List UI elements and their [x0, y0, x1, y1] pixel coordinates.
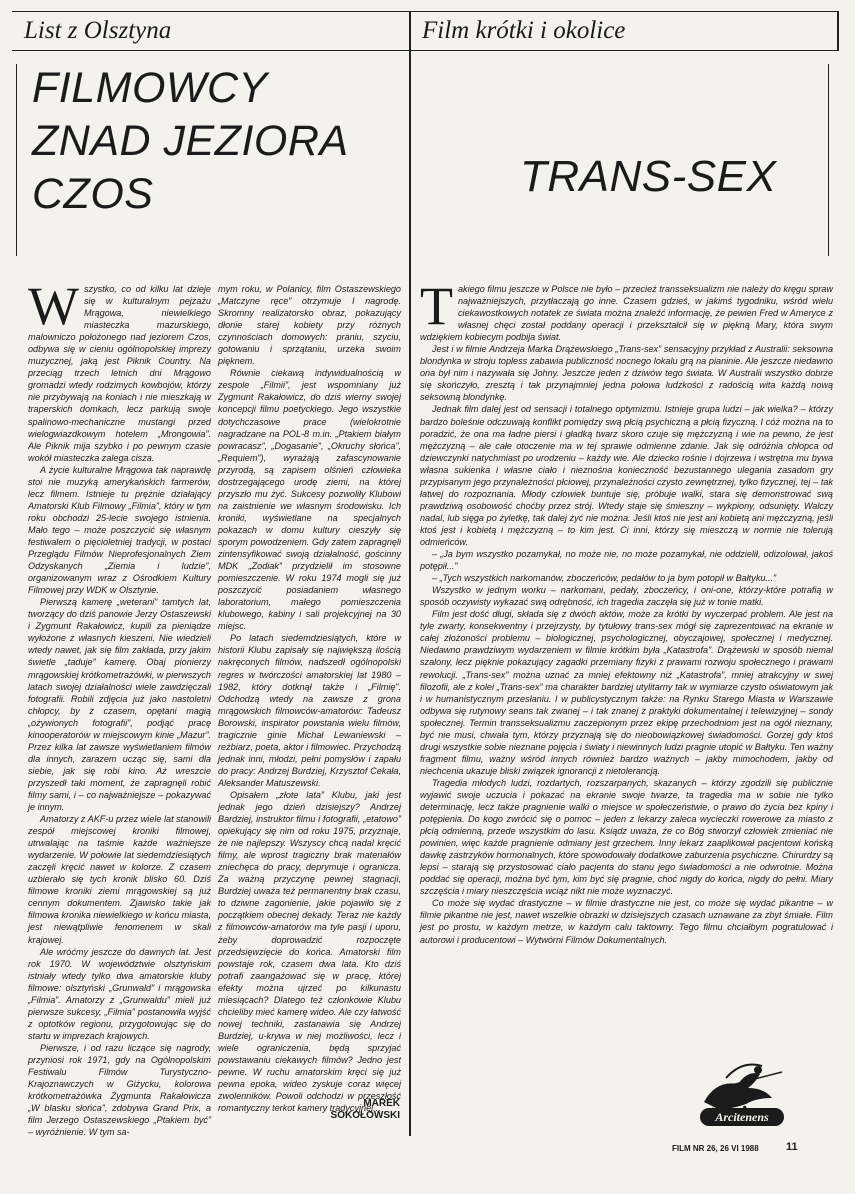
left-col2-paragraph-1: mym roku, w Polanicy, film Ostaszewskiego „Matczyne ręce” otrzymuje I nagrodę. Skromny realizatorsko obraz, pokazujący dłonie starej kobiety przy różnych czynnościach domowych: praniu, szyciu, gotowaniu i sprzątaniu, urzeka swoim pięknem. [218, 284, 401, 367]
right-quote-1: – „Ja bym wszystko pozamykał, no może nie, no może pozamykał, nie oddzielił, odizolował, jakoś potępił...” [420, 549, 833, 572]
logo-wordmark: Arcitenens [715, 1110, 769, 1124]
right-paragraph-4: Wszystko w jednym worku – narkomani, pedały, zboczeńcy, i oni-one, którzy-które potrafią w sposób oczywisty wykazać swą odrębność, ich tragedia zaczęła się już w tonie matki. [420, 585, 833, 608]
right-article-body [420, 276, 833, 1053]
right-dropcap: T [420, 276, 453, 336]
left-col1-paragraph-5: Ale wróćmy jeszcze do dawnych lat. Jest rok 1970. W województwie olsztyńskim istniały wtedy tylko dwa amatorskie kluby filmowe: olsztyński „Grunwald” i mrągowska „Filmia”. Amatorzy z „Grunwaldu” mieli już pierwsze sukcesy, „Filmia” postanowiła wyjść z optotków regionu, przygotowując się do startu w imprezach krajowych. [28, 946, 211, 1041]
right-paragraph-6: Tragedia młodych ludzi, rozdartych, rozszarpanych, skazanych – którzy zgodzili się publicznie wyjawić swoje uczucia i pokazać na ekranie swoje twarze, ta tragedia ma w sobie nie tylko determinację, lecz także pragnienie walki o miejsce w społeczeństwie, o prawo do życia bez kpiny i potępienia. Do kogo zwrócić się o pomoc – jeden z lekarzy zaleca wycieczki rowerowe za miasto z płcią odmienną, przede wszystkim do lasu. Ksiądz uważa, że co Bóg stworzył człowiek zmieniać nie powinien, więc każde pragnienie odmiany jest grzechem. Inny lekarz zaaplikował pacjentowi końską dawkę zastrzyków hormonalnych, które spowodowały dodatkowe zaburzenia psychiczne. Chirurdzy są lepsi – starają się przystosować ciało pacjenta do stanu jego świadomości a nie odwrotnie. Można poddać się operacji, można być tym, kim być się pragnie, choć nigdy do końca, nigdy do pełni. Miary szczęścia i miary nieszczęścia wciąż nikt nie może wyznaczyć. [420, 777, 833, 897]
header-top-rule [12, 11, 837, 12]
left-col2-paragraph-4: Opisałem „złote lata” Klubu, jaki jest jednak jego dzień dzisiejszy? Andrzej Bardziej, instruktor filmu i fotografii, „etatowo” opiekujący się nim od roku 1975, przyznaje, że nie najlepszy. Wszyscy chcą nadal kręcić filmy, ale wprost tragiczny brak materiałów zniechęca do pracy, deprymuje i ogranicza. Za ważną przyczynę pewnej stagnacji, Burdziej uważa też permanentny brak czasu, to dziwne zagonienie, jakie pojawiło się z początkiem obecnej dekady. Teraz nie każdy z filmowców-amatorów ma tyle pasji i uporu, żeby doprowadzić rozpoczęte przedsięwzięcie do końca. Amatorski film powstaje rok, czasem dwa lata. Kto dziś potrafi zaangażować się w pracę, której efekty można ujrzeć po kilkunastu miesiącach? Dlatego też członkowie Klubu chcieliby mieć kamerę wideo. Ale czy łatwość nowej techniki, zastanawia się Andrzej Burdziej, u-krywa w niej możliwości, lecz i wiele ograniczenia, będą sprzyjać powstawaniu ciekawych filmów? Jedno jest pewne. W ruchu amatorskim kręci się już pewna epoka, wideo zyskuje coraz więcej zwolenników. Powoli odchodzi w przeszłość romantyczny terkot kamery tradycyjnej... [218, 789, 401, 1114]
right-title-rule [828, 64, 829, 256]
left-title-rule [16, 64, 17, 256]
page-number: 11 [786, 1141, 798, 1153]
author-last-name: SOKOŁOWSKI [330, 1110, 400, 1121]
left-dropcap: W [28, 276, 79, 336]
left-title-line-1: FILMOWCY [32, 64, 268, 112]
left-col1-paragraph-4: Amatorzy z AKF-u przez wiele lat stanowili zespół miejscowej kroniki filmowej, utrwalając na taśmie każde ważniejsze wydarzenie. W połowie lat siedemdziesiątych zaczęli kręcić nawet w kolorze. Z czasem uzbierało się tych kronik blisko 60. Dziś filmowe kroniki ziemi mrągowskiej są już cennym dokumentem. Zjawisko takie jak filmowa kronika niewielkiego w końcu miasta, jest niewątpliwie fenomenem w skali krajowej. [28, 814, 211, 945]
right-paragraph-1: Takiego filmu jeszcze w Polsce nie było – przecież transseksualizm nie należy do kręgu spraw najważniejszych, przytłaczają go inne. Czasem gdzieś, w jakimś tygodniku, wśród wielu ciekawostkowych notatek ze świata można znaleźć informację, że pewien Fred w Ameryce z własnej chęci został poddany operacji i przekształcił się w piękną Mary, która swym wdziękiem kobiecym podbija świat. [420, 276, 833, 343]
right-paragraph-2: Jest i w filmie Andrzeja Marka Drążewskiego „Trans-sex” sensacyjny przykład z Australii: seksowna blondynka w stroju topless zabawia publiczność nocnego lokalu grą na pianinie. Ale jeszcze niedawno ona był nim i nazywała się Johny. Jeszcze jeden z dziwów tego świata. W Australii wszystko dobrze się skończyło, zresztą i tak przynajmniej jedna połowa ludzkości z radością wita każdą nową seksowną blondynkę. [420, 344, 833, 403]
left-col2-paragraph-2: Równie ciekawą indywidualnością w zespole „Filmii”, jest wspomniany już Zygmunt Rakałowicz, do dziś wierny swojej koncepcji filmu poetyckiego. Jego wszystkie dotychczasowe prace (wielokrotnie nagradzane na POL-8 m.in. „Ptakiem białym powracasz”, „Dogasanie”, „Okruchy słońca”, „Requiem”), wyrażają zafascynowanie przyrodą, są zapisem olśnień człowieka dostrzegającego urodę ziemi, na której przyszło mu żyć. Sukcesy pozwoliły Klubowi na zaistnienie we własnym środowisku. Ich kroniki, wyświetlane na specjalnych pokazach w domu kultury cieszyły się sporym powodzeniem. Gdy zatem zapragnęli zintensyfikować swoją działalność, gościnny MDK „Zodiak” przydzielił im stosowne pomieszczenie. W roku 1974 mogli się już poszczycić posiadaniem własnego laboratorium, małego pomieszczenia klubowego, kabiny i sali projekcyjnej na 30 miejsc. [218, 368, 401, 632]
left-section-title: List z Olsztyna [24, 17, 172, 44]
left-title-line-3: CZOS [32, 170, 154, 218]
left-article-column-1 [28, 276, 211, 1138]
right-edge-rule [837, 11, 839, 51]
left-col1-paragraph-6: Pierwsze, i od razu liczące się nagrody, przyniosi rok 1971, gdy na Ogólnopolskim Festiwalu Filmów Turystyczno-Krajoznawczych w Giżycku, kolorowa krótkometrażówka Zygmunta Rakałowicza „W blasku słońca”, zdobywa Grand Prix, a film Jerzego Ostaszewskiego „Ptakiem być” – wyróżnienie. W tym sa- [28, 1042, 211, 1138]
right-paragraph-5: Film jest dość długi, składa się z dwóch aktów, może za krótki by wyczerpać problem. Ale jest na tyle zwarty, konsekwentny i przejrzysty, by tytułowy trans-sex mógł się zaprezentować na ekranie w całej złożoności problemu – biologicznej, psychologicznej, obyczajowej, społecznej i medycznej. Niedawno prawdziwym wydarzeniem w filmie krótkim była „Katastrofa”. Drążewski w sposób niemal szalony, lecz pięknie pokazujący zagadki przemiany fizyki z prawami rozwoju społecznego i prawami rewolucji. „Trans-sex” można uznać za mniej efektowny niż „Katastrofa”, mniej atrakcyjny w swej filozofii, ale z kolei „Trans-sex” ma charakter bardziej utylitarny tak w wymiarze czysto oświatowym jak i w humanistycznym przesłaniu. I w publicystycznym także: na Rynku Starego Miasta w Warszawie odbywa się rutynowy seans tak zwanej – i tak znanej z praktyki dokumentalnej i telewizyjnej – sondy społecznej. Termin transseksualizmu zaczepionym przez ekipę przechodniom jest na ogół nieznany, być nie musi, chwała tym, którzy przyznają się do nieobowiązkowej świadomości. Gorzej gdy ktoś drugi wszystkie sobie nieznane pojęcia i światy i niewinnych ludzi pragnie utopić w Bałtyku. Ten ważny fragment filmu, ważny wśród innych również bardzo ważnych – jakby mimochodem, jakby od niechcenia ukazuje bliski związek ignorancji z nietolerancją. [420, 609, 833, 776]
author-signature [300, 1098, 400, 1122]
author-first-name: MAREK [363, 1098, 400, 1109]
left-col1-paragraph-3: Pierwszą kamerę „weterani” tamtych lat, tworzący do dziś panowie Jerzy Ostaszewski i Zygmunt Rakałowicz, kupili za pieniądze wyłożone z własnych kieszeni. Nie wiedzieli wtedy nawet, jak się film zakłada, przy jakim świetle „taduje” kamerę. Obaj pionierzy mrągowskiej krótkometrażówki, w pierwszych latach swojej działalności wiele zawdzięczali fotografii. Robili zdjęcia już jako nastoletni chłopcy, by z czasem, opętani magią „ożywionych fotografii”, podjąć pracę kinooperatorów w miejscowym kinie „Mazur”. Przez kilka lat zawsze wyświetlaniem filmów dla innych, zarazem ucząc się, sami dla siebie, jak się robi kino. Aż wreszcie przyszedł taki moment, że zapragnęli robić filmy sami, i – co najważniejsze – pokazywać je innym. [28, 597, 211, 813]
right-quote-2: – „Tych wszystkich narkomanów, zboczeńców, pedałów to ja bym potopił w Bałtyku...” [432, 573, 777, 584]
header-bottom-rule [12, 50, 837, 51]
right-article-title: TRANS-SEX [520, 152, 777, 201]
left-col1-paragraph-2: A życie kulturalne Mrągowa tak naprawdę stoi nie muzyką amerykańskich farmerów, lecz filmem. Istnieje tu prężnie działający Amatorski Klub Filmowy „Filmia”, który w tym roku obchodzi 25-lecie swojego istnienia. Mało tego – może poszczycić się własnym festiwalem o pięcioletniej tradycji, w postaci Przeglądu Filmów Nieprofesjonalnych Ziem Odzyskanych „Ziemia i ludzie”, organizowanym wraz z Ośrodkiem Kultury Filmowej przy WDK w Olsztynie. [28, 464, 211, 596]
left-col2-paragraph-3: Po latach siedemdziesiątych, które w historii Klubu zapisały się największą ilością nakręconych filmów, nadszedł ogólnopolski regres w twórczości amatorskiej lat 1980 – 1982, który dotknął także i „Filmię”. Odchodzą wtedy na zawsze z grona mrągowskich filmowców-amatorów: Tadeusz Borowski, inspirator powstania wielu filmów, tragicznie ginie Michał Lewaniewski – reżbiarz, poeta, aktor i filmowiec. Przychodzą jednak inni, młodzi, pełni pomysłów i zapału do pracy: Andrzej Burdziej, Krzysztof Cekała, Aleksander Matuszewski. [218, 633, 401, 788]
center-divider [409, 11, 411, 1136]
arcitenens-logo [686, 1058, 798, 1134]
footer-issue-info: FILM NR 26, 26 VI 1988 [672, 1144, 759, 1153]
left-col1-paragraph-1: Wszystko, co od kilku lat dzieje się w kulturalnym pejzażu Mrągowa, niewielkiego miasteczka mazurskiego, malowniczo położonego nad jeziorem Czos, odbywa się w cieniu ogólnopolskiej imprezy muzycznej, jaką jest Piknik Country. Na przeciąg trzech letnich dni Mrągowo gromadzi wtedy rodzimych kowbojów, którzy nie przybywają na koniach i nie mieszkają w traperskich domkach, lecz parkują swoje spalinowo-mechaniczne mustangi przed wielogwiazdkowym hotelem „Mrongowia”. Ale Piknik mija szybko i po pewnym czasie wokół miasteczka zalega cisza. [28, 276, 211, 463]
right-paragraph-3: Jednak film dalej jest od sensacji i totalnego optymizmu. Istnieje grupa ludzi – jak wielka? – którzy bardzo boleśnie odczuwają konflikt pomiędzy swą płcią psychiczną a płcią fizyczną. I cóż można na to poradzić, że ona ma ładne piersi i gładką twarz skoro czuje się mężczyzną i wie na pewno, że jest mężczyzną – ale całe otoczenie ma w tej sprawie odmienne zdanie. Jak się odróżnia chłopca od dziewczynki natychmiast po urodzeniu – każdy wie. Ale dziecko rośnie i dojrzewa i wstrętna mu bywa własna sukienka i własne ciało i nieznośna konieczność bezustannego ulegania zasadom gry przypisanym jego przynależności płciowej, przynależności czysto zewnętrznej, tylko fizycznej, tej – tak łatwej do rozpoznania. Młody człowiek buntuje się, próbuje walki, stara się demonstrować swą prawdziwą osobowość choćby przez strój. Wtedy staje się śmieszny – wykpiony, odsunięty. Walczy nadal, lub sięga po żyletkę, tak dalej żyć nie można. Jeśli ktoś nie jest ani kobietą ani mężczyzną, jeśli ktoś jest i kobietą i mężczyzną – to kim jest. Ci inni, którzy się mieszczą w normie nie tolerują odmieńców. [420, 404, 833, 547]
right-section-title: Film krótki i okolice [422, 17, 626, 44]
left-title-line-2: ZNAD JEZIORA [32, 117, 349, 165]
right-paragraph-7: Co może się wydać drastyczne – w filmie drastyczne nie jest, co może się wydać pikantne – w filmie pikantne nie jest, nawet wszelkie obrazki w dzisiejszych czasach uznawane za zbyt śmiałe. Film jest po prostu, w każdym metrze, w każdym calu taktowny. Tego filmu chciałbym pogratulować i autorowi i producentowi – Wytwórni Filmów Dokumentalnych. [420, 898, 833, 945]
